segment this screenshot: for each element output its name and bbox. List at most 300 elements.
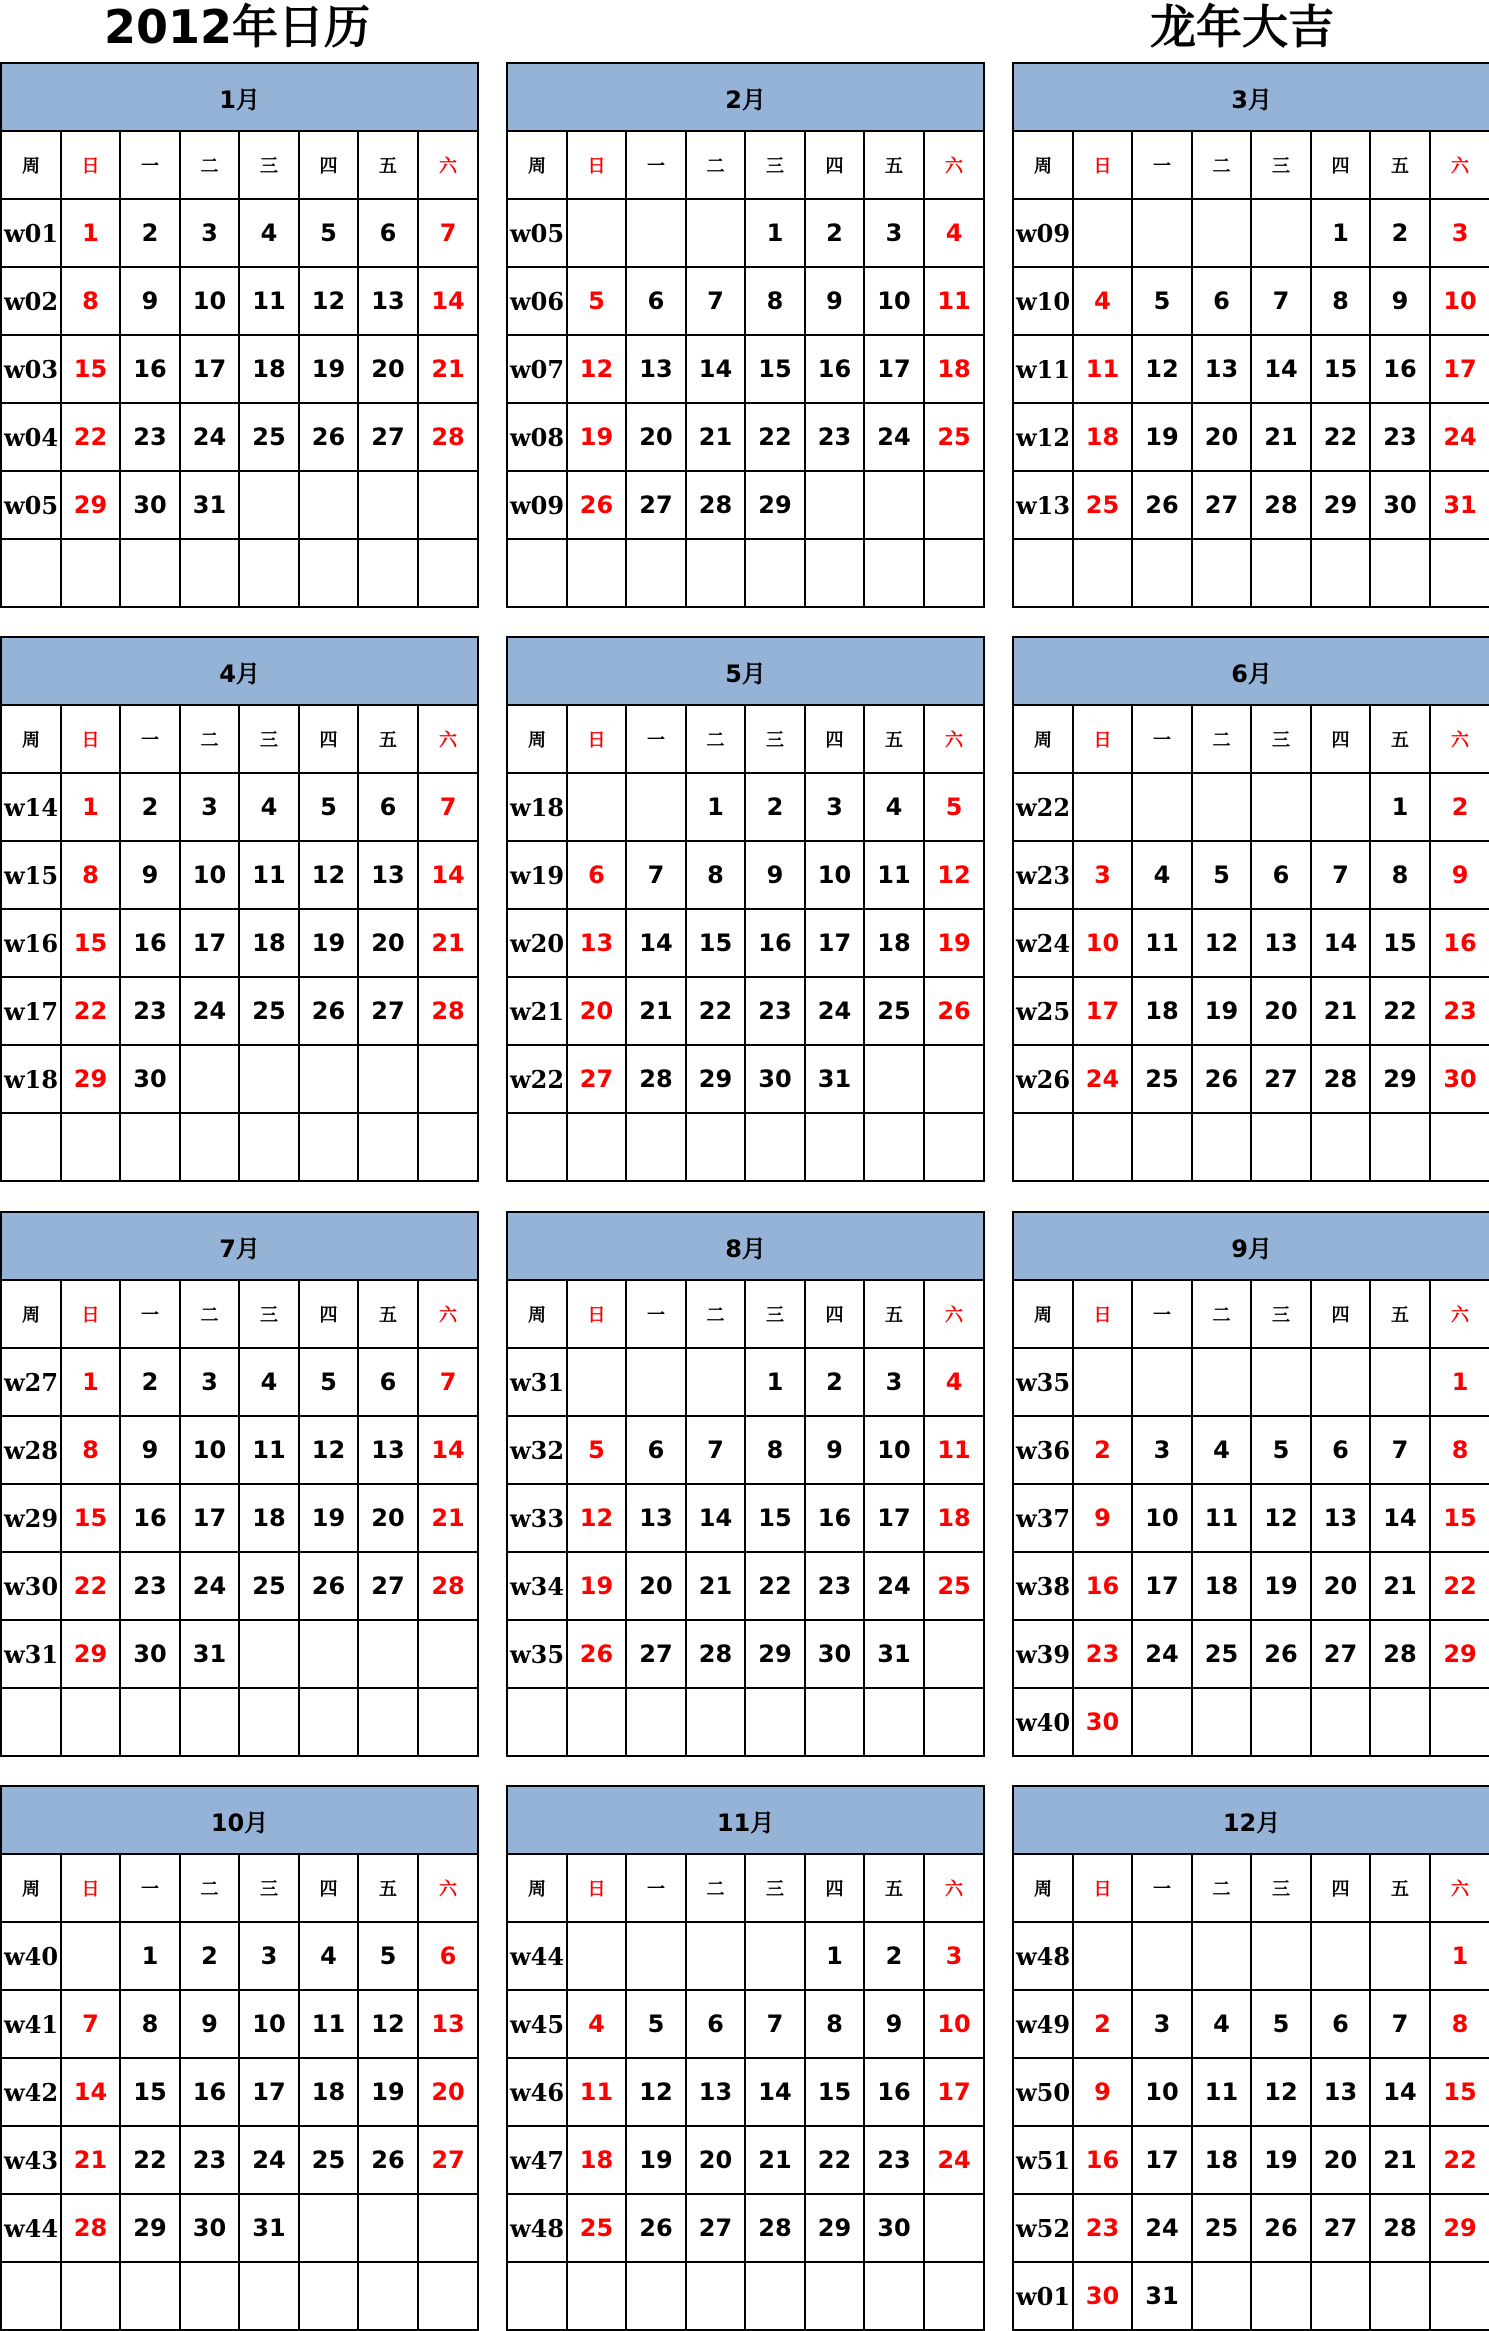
month-header: 9月 bbox=[1013, 1212, 1489, 1280]
day-cell: 27 bbox=[626, 1620, 686, 1688]
week-number: w50 bbox=[1013, 2058, 1073, 2126]
weekday-header: 三 bbox=[1251, 1854, 1311, 1922]
day-cell bbox=[924, 1045, 984, 1113]
day-cell: 14 bbox=[1311, 909, 1370, 977]
weekday-row bbox=[1, 131, 478, 199]
day-cell: 22 bbox=[61, 403, 120, 471]
day-cell: 6 bbox=[1192, 267, 1251, 335]
day-cell bbox=[864, 1113, 924, 1181]
day-cell: 18 bbox=[567, 2126, 626, 2194]
weekday-header: 三 bbox=[1251, 131, 1311, 199]
day-cell bbox=[358, 1045, 418, 1113]
weekday-header: 一 bbox=[120, 131, 180, 199]
day-cell: 24 bbox=[1132, 1620, 1192, 1688]
day-cell: 9 bbox=[1073, 1484, 1132, 1552]
day-cell: 28 bbox=[1370, 2194, 1430, 2262]
day-cell: 30 bbox=[120, 1045, 180, 1113]
day-cell bbox=[626, 199, 686, 267]
week-number: w02 bbox=[1, 267, 61, 335]
day-cell: 19 bbox=[1251, 1552, 1311, 1620]
day-cell bbox=[864, 539, 924, 607]
day-cell bbox=[61, 1688, 120, 1756]
day-cell bbox=[1192, 539, 1251, 607]
day-cell bbox=[1132, 539, 1192, 607]
week-column-header: 周 bbox=[507, 705, 567, 773]
day-cell: 8 bbox=[1311, 267, 1370, 335]
day-cell: 13 bbox=[418, 1990, 478, 2058]
day-cell: 6 bbox=[1311, 1416, 1370, 1484]
weekday-header: 五 bbox=[358, 131, 418, 199]
day-cell: 24 bbox=[180, 1552, 239, 1620]
day-cell: 24 bbox=[1132, 2194, 1192, 2262]
week-number: w51 bbox=[1013, 2126, 1073, 2194]
day-cell: 1 bbox=[1370, 773, 1430, 841]
day-cell bbox=[1311, 773, 1370, 841]
day-cell: 5 bbox=[299, 199, 358, 267]
day-cell bbox=[626, 773, 686, 841]
day-cell: 12 bbox=[1251, 1484, 1311, 1552]
day-cell: 28 bbox=[418, 1552, 478, 1620]
week-column-header: 周 bbox=[1, 1280, 61, 1348]
day-cell: 9 bbox=[180, 1990, 239, 2058]
weekday-header: 二 bbox=[1192, 1280, 1251, 1348]
day-cell: 27 bbox=[358, 1552, 418, 1620]
day-cell: 17 bbox=[180, 909, 239, 977]
day-cell bbox=[626, 2262, 686, 2330]
week-number: w08 bbox=[507, 403, 567, 471]
week-row bbox=[1013, 1620, 1489, 1688]
week-row bbox=[1013, 1990, 1489, 2058]
day-cell: 23 bbox=[1073, 2194, 1132, 2262]
day-cell: 9 bbox=[1370, 267, 1430, 335]
day-cell: 25 bbox=[924, 1552, 984, 1620]
weekday-header: 四 bbox=[805, 131, 864, 199]
day-cell: 28 bbox=[745, 2194, 805, 2262]
month-table bbox=[506, 1211, 985, 1757]
day-cell: 13 bbox=[567, 909, 626, 977]
day-cell: 21 bbox=[686, 403, 745, 471]
week-row bbox=[1013, 773, 1489, 841]
day-cell: 12 bbox=[924, 841, 984, 909]
day-cell: 9 bbox=[120, 267, 180, 335]
week-row bbox=[1013, 199, 1489, 267]
day-cell: 1 bbox=[61, 199, 120, 267]
day-cell bbox=[1251, 199, 1311, 267]
day-cell: 19 bbox=[567, 403, 626, 471]
weekday-row bbox=[1, 1280, 478, 1348]
day-cell: 7 bbox=[1311, 841, 1370, 909]
weekday-header: 日 bbox=[1073, 705, 1132, 773]
day-cell: 8 bbox=[1430, 1990, 1489, 2058]
weekday-header: 四 bbox=[299, 705, 358, 773]
day-cell: 20 bbox=[1311, 2126, 1370, 2194]
day-cell: 25 bbox=[1192, 1620, 1251, 1688]
day-cell bbox=[1430, 539, 1489, 607]
day-cell: 4 bbox=[1192, 1416, 1251, 1484]
day-cell bbox=[924, 1113, 984, 1181]
week-number: w18 bbox=[507, 773, 567, 841]
week-column-header: 周 bbox=[1013, 705, 1073, 773]
day-cell: 10 bbox=[924, 1990, 984, 2058]
day-cell bbox=[1192, 199, 1251, 267]
week-row bbox=[1013, 403, 1489, 471]
day-cell bbox=[745, 1113, 805, 1181]
day-cell: 13 bbox=[358, 1416, 418, 1484]
day-cell: 27 bbox=[358, 403, 418, 471]
day-cell: 3 bbox=[864, 199, 924, 267]
day-cell: 16 bbox=[180, 2058, 239, 2126]
day-cell bbox=[924, 1620, 984, 1688]
day-cell: 21 bbox=[1370, 1552, 1430, 1620]
day-cell: 14 bbox=[418, 267, 478, 335]
day-cell: 4 bbox=[567, 1990, 626, 2058]
week-number: w35 bbox=[1013, 1348, 1073, 1416]
weekday-header: 日 bbox=[61, 705, 120, 773]
day-cell bbox=[924, 539, 984, 607]
week-row bbox=[1013, 267, 1489, 335]
day-cell: 21 bbox=[418, 335, 478, 403]
day-cell bbox=[924, 1688, 984, 1756]
week-row bbox=[1013, 471, 1489, 539]
day-cell bbox=[626, 1348, 686, 1416]
day-cell: 20 bbox=[1192, 403, 1251, 471]
day-cell: 2 bbox=[1370, 199, 1430, 267]
weekday-header: 六 bbox=[924, 705, 984, 773]
day-cell: 26 bbox=[358, 2126, 418, 2194]
day-cell: 28 bbox=[418, 977, 478, 1045]
day-cell: 15 bbox=[61, 909, 120, 977]
week-column-header: 周 bbox=[1013, 1854, 1073, 1922]
weekday-header: 五 bbox=[358, 1854, 418, 1922]
week-row bbox=[1, 2058, 478, 2126]
day-cell: 1 bbox=[745, 199, 805, 267]
month-header: 5月 bbox=[507, 637, 984, 705]
day-cell bbox=[239, 539, 299, 607]
day-cell bbox=[1073, 1922, 1132, 1990]
day-cell bbox=[1192, 1688, 1251, 1756]
weekday-header: 三 bbox=[239, 1280, 299, 1348]
day-cell: 19 bbox=[924, 909, 984, 977]
week-number: w10 bbox=[1013, 267, 1073, 335]
day-cell: 11 bbox=[864, 841, 924, 909]
day-cell: 16 bbox=[805, 335, 864, 403]
day-cell: 27 bbox=[418, 2126, 478, 2194]
day-cell: 23 bbox=[120, 977, 180, 1045]
weekday-header: 三 bbox=[1251, 1280, 1311, 1348]
week-number: w48 bbox=[1013, 1922, 1073, 1990]
month-calendar bbox=[0, 1211, 477, 1755]
day-cell: 16 bbox=[864, 2058, 924, 2126]
week-number: w41 bbox=[1, 1990, 61, 2058]
weekday-header: 六 bbox=[1430, 705, 1489, 773]
day-cell: 31 bbox=[864, 1620, 924, 1688]
day-cell: 8 bbox=[1430, 1416, 1489, 1484]
day-cell: 17 bbox=[924, 2058, 984, 2126]
day-cell: 10 bbox=[1073, 909, 1132, 977]
weekday-header: 一 bbox=[1132, 1854, 1192, 1922]
day-cell: 6 bbox=[1251, 841, 1311, 909]
day-cell bbox=[567, 1688, 626, 1756]
weekday-header: 五 bbox=[864, 1280, 924, 1348]
day-cell bbox=[1132, 1922, 1192, 1990]
day-cell bbox=[358, 2262, 418, 2330]
day-cell bbox=[805, 2262, 864, 2330]
day-cell: 9 bbox=[120, 841, 180, 909]
day-cell: 9 bbox=[1430, 841, 1489, 909]
day-cell: 7 bbox=[686, 1416, 745, 1484]
day-cell: 30 bbox=[864, 2194, 924, 2262]
day-cell: 5 bbox=[924, 773, 984, 841]
month-table bbox=[1012, 1211, 1489, 1757]
week-row bbox=[507, 1045, 984, 1113]
day-cell bbox=[864, 471, 924, 539]
day-cell: 29 bbox=[1370, 1045, 1430, 1113]
week-row bbox=[1, 977, 478, 1045]
day-cell: 31 bbox=[1430, 471, 1489, 539]
month-header: 12月 bbox=[1013, 1786, 1489, 1854]
weekday-header: 五 bbox=[1370, 705, 1430, 773]
day-cell bbox=[686, 1688, 745, 1756]
day-cell: 26 bbox=[626, 2194, 686, 2262]
weekday-row bbox=[507, 1854, 984, 1922]
weekday-row bbox=[507, 1280, 984, 1348]
week-row bbox=[1, 539, 478, 607]
day-cell: 5 bbox=[626, 1990, 686, 2058]
day-cell bbox=[120, 1113, 180, 1181]
day-cell: 16 bbox=[120, 909, 180, 977]
day-cell: 24 bbox=[180, 977, 239, 1045]
day-cell: 23 bbox=[1073, 1620, 1132, 1688]
day-cell: 8 bbox=[745, 267, 805, 335]
day-cell: 14 bbox=[61, 2058, 120, 2126]
week-row bbox=[507, 1552, 984, 1620]
day-cell bbox=[1370, 2262, 1430, 2330]
day-cell bbox=[299, 1620, 358, 1688]
week-row bbox=[1013, 977, 1489, 1045]
week-number: w43 bbox=[1, 2126, 61, 2194]
day-cell: 2 bbox=[120, 199, 180, 267]
day-cell bbox=[239, 1688, 299, 1756]
week-row bbox=[507, 2058, 984, 2126]
day-cell: 22 bbox=[686, 977, 745, 1045]
day-cell: 3 bbox=[239, 1922, 299, 1990]
week-row bbox=[1, 1620, 478, 1688]
day-cell: 11 bbox=[1192, 2058, 1251, 2126]
weekday-header: 一 bbox=[1132, 1280, 1192, 1348]
day-cell bbox=[418, 1045, 478, 1113]
week-number: w49 bbox=[1013, 1990, 1073, 2058]
weekday-header: 日 bbox=[1073, 131, 1132, 199]
weekday-header: 六 bbox=[418, 1280, 478, 1348]
day-cell: 20 bbox=[358, 1484, 418, 1552]
day-cell: 24 bbox=[864, 1552, 924, 1620]
day-cell bbox=[1073, 773, 1132, 841]
day-cell bbox=[567, 539, 626, 607]
day-cell: 21 bbox=[1251, 403, 1311, 471]
week-row bbox=[1, 267, 478, 335]
week-row bbox=[507, 267, 984, 335]
day-cell: 10 bbox=[1132, 1484, 1192, 1552]
day-cell bbox=[686, 1113, 745, 1181]
week-row bbox=[507, 1113, 984, 1181]
day-cell: 30 bbox=[1073, 1688, 1132, 1756]
week-number: w11 bbox=[1013, 335, 1073, 403]
day-cell: 27 bbox=[358, 977, 418, 1045]
day-cell: 6 bbox=[418, 1922, 478, 1990]
weekday-header: 六 bbox=[924, 1280, 984, 1348]
day-cell: 4 bbox=[1192, 1990, 1251, 2058]
weekday-header: 五 bbox=[358, 1280, 418, 1348]
day-cell: 29 bbox=[745, 1620, 805, 1688]
month-header: 10月 bbox=[1, 1786, 478, 1854]
day-cell: 28 bbox=[1370, 1620, 1430, 1688]
day-cell: 4 bbox=[864, 773, 924, 841]
day-cell: 25 bbox=[299, 2126, 358, 2194]
day-cell: 6 bbox=[626, 1416, 686, 1484]
day-cell bbox=[299, 1113, 358, 1181]
day-cell: 1 bbox=[805, 1922, 864, 1990]
day-cell: 26 bbox=[1251, 2194, 1311, 2262]
day-cell: 14 bbox=[1370, 1484, 1430, 1552]
day-cell: 26 bbox=[567, 471, 626, 539]
day-cell bbox=[180, 1045, 239, 1113]
day-cell: 18 bbox=[924, 1484, 984, 1552]
day-cell: 27 bbox=[1192, 471, 1251, 539]
day-cell bbox=[805, 539, 864, 607]
day-cell: 8 bbox=[745, 1416, 805, 1484]
weekday-header: 一 bbox=[120, 1280, 180, 1348]
day-cell: 12 bbox=[1132, 335, 1192, 403]
day-cell bbox=[1311, 1922, 1370, 1990]
day-cell: 26 bbox=[299, 1552, 358, 1620]
week-row bbox=[1, 1045, 478, 1113]
day-cell bbox=[299, 2194, 358, 2262]
day-cell bbox=[567, 1113, 626, 1181]
month-calendar bbox=[0, 636, 477, 1180]
day-cell: 29 bbox=[1430, 1620, 1489, 1688]
day-cell: 29 bbox=[61, 1045, 120, 1113]
day-cell: 15 bbox=[120, 2058, 180, 2126]
day-cell: 5 bbox=[299, 1348, 358, 1416]
week-number: w03 bbox=[1, 335, 61, 403]
day-cell: 16 bbox=[1430, 909, 1489, 977]
day-cell: 22 bbox=[1430, 2126, 1489, 2194]
weekday-header: 五 bbox=[1370, 1280, 1430, 1348]
day-cell: 31 bbox=[180, 1620, 239, 1688]
month-table bbox=[506, 62, 985, 608]
day-cell: 19 bbox=[299, 909, 358, 977]
day-cell: 25 bbox=[924, 403, 984, 471]
day-cell: 17 bbox=[1073, 977, 1132, 1045]
week-row bbox=[1013, 1113, 1489, 1181]
day-cell: 20 bbox=[626, 403, 686, 471]
weekday-header: 二 bbox=[686, 705, 745, 773]
week-number bbox=[507, 2262, 567, 2330]
day-cell: 19 bbox=[567, 1552, 626, 1620]
day-cell bbox=[1251, 773, 1311, 841]
day-cell: 1 bbox=[686, 773, 745, 841]
day-cell: 28 bbox=[626, 1045, 686, 1113]
day-cell: 22 bbox=[120, 2126, 180, 2194]
day-cell: 28 bbox=[418, 403, 478, 471]
day-cell: 14 bbox=[1370, 2058, 1430, 2126]
weekday-header: 日 bbox=[61, 1854, 120, 1922]
week-number: w01 bbox=[1, 199, 61, 267]
day-cell: 2 bbox=[805, 199, 864, 267]
week-row bbox=[507, 1484, 984, 1552]
day-cell: 30 bbox=[120, 471, 180, 539]
weekday-header: 四 bbox=[805, 1280, 864, 1348]
weekday-header: 六 bbox=[418, 1854, 478, 1922]
weekday-header: 六 bbox=[924, 1854, 984, 1922]
week-number: w01 bbox=[1013, 2262, 1073, 2330]
day-cell: 21 bbox=[745, 2126, 805, 2194]
week-row bbox=[1, 2126, 478, 2194]
day-cell: 7 bbox=[418, 199, 478, 267]
week-row bbox=[1013, 1045, 1489, 1113]
day-cell: 6 bbox=[626, 267, 686, 335]
day-cell bbox=[1192, 1113, 1251, 1181]
week-row bbox=[1, 841, 478, 909]
day-cell bbox=[567, 773, 626, 841]
day-cell: 15 bbox=[61, 335, 120, 403]
day-cell: 9 bbox=[745, 841, 805, 909]
day-cell bbox=[1192, 1348, 1251, 1416]
day-cell: 2 bbox=[120, 773, 180, 841]
weekday-row bbox=[1013, 1854, 1489, 1922]
week-row bbox=[1, 1113, 478, 1181]
week-number: w14 bbox=[1, 773, 61, 841]
day-cell: 4 bbox=[1132, 841, 1192, 909]
week-row bbox=[1013, 1688, 1489, 1756]
week-number: w44 bbox=[507, 1922, 567, 1990]
month-calendar bbox=[1012, 1785, 1489, 2329]
day-cell: 4 bbox=[924, 1348, 984, 1416]
month-header: 1月 bbox=[1, 63, 478, 131]
week-number: w33 bbox=[507, 1484, 567, 1552]
day-cell: 27 bbox=[626, 471, 686, 539]
day-cell bbox=[418, 1688, 478, 1756]
day-cell bbox=[745, 2262, 805, 2330]
day-cell bbox=[299, 1688, 358, 1756]
day-cell: 12 bbox=[1251, 2058, 1311, 2126]
day-cell: 28 bbox=[686, 1620, 745, 1688]
day-cell: 3 bbox=[1430, 199, 1489, 267]
day-cell: 5 bbox=[567, 267, 626, 335]
week-row bbox=[1013, 2126, 1489, 2194]
day-cell: 7 bbox=[418, 773, 478, 841]
weekday-header: 二 bbox=[1192, 131, 1251, 199]
day-cell: 16 bbox=[120, 1484, 180, 1552]
day-cell: 31 bbox=[180, 471, 239, 539]
week-row bbox=[507, 773, 984, 841]
day-cell: 9 bbox=[805, 1416, 864, 1484]
week-row bbox=[1013, 2262, 1489, 2330]
day-cell: 30 bbox=[1430, 1045, 1489, 1113]
day-cell bbox=[686, 539, 745, 607]
day-cell bbox=[180, 1113, 239, 1181]
day-cell bbox=[1251, 1688, 1311, 1756]
day-cell bbox=[120, 539, 180, 607]
day-cell: 16 bbox=[1073, 2126, 1132, 2194]
month-calendar bbox=[1012, 1211, 1489, 1755]
day-cell bbox=[1370, 1688, 1430, 1756]
weekday-header: 日 bbox=[1073, 1280, 1132, 1348]
day-cell: 16 bbox=[745, 909, 805, 977]
week-row bbox=[1, 403, 478, 471]
day-cell bbox=[1311, 2262, 1370, 2330]
month-table bbox=[1012, 636, 1489, 1182]
